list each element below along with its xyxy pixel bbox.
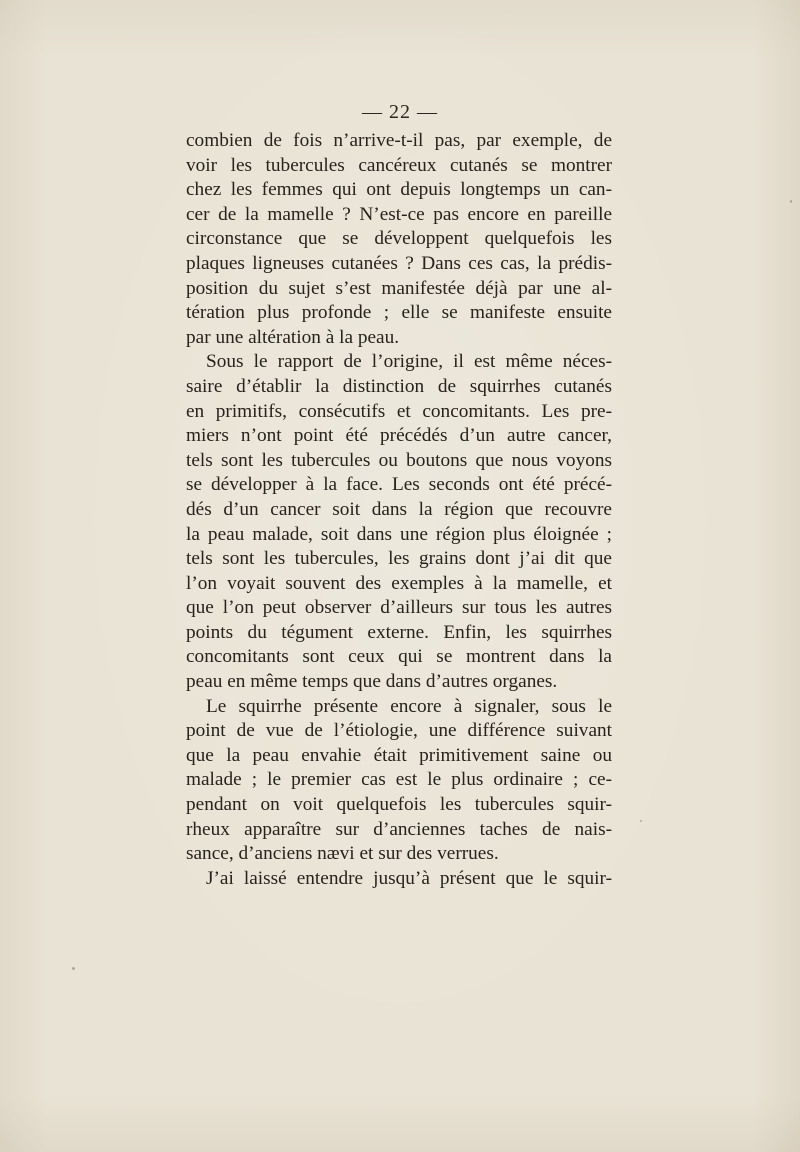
text-line: plaques ligneuses cutanées ? Dans ces cas, la prédis- (186, 252, 612, 274)
text-line: combien de fois n’arrive-t-il pas, par exemple, de (186, 130, 612, 151)
text-line: points du tégument externe. Enfin, les squirrhes (186, 621, 612, 643)
text-line: que la peau envahie était primitivement saine ou (186, 744, 612, 766)
text-line: en primitifs, consécutifs et concomitants. Les pre- (186, 400, 612, 422)
text-line: dés d’un cancer soit dans la région que recouvre (186, 498, 612, 520)
body-text (186, 129, 612, 891)
text-line: chez les femmes qui ont depuis longtemps un can- (186, 179, 612, 201)
paper-speck (72, 967, 75, 970)
page-number: — 22 — (362, 101, 438, 123)
text-line: tels sont les tubercules, les grains dont j’ai dit que (186, 548, 612, 570)
text-line: position du sujet s’est manifestée déjà par une al- (186, 277, 612, 299)
text-line: Le squirrhe présente encore à signaler, sous le (206, 695, 612, 717)
text-line: se développer à la face. Les seconds ont été précé- (186, 474, 612, 496)
text-line: pendant on voit quelquefois les tubercules squir- (186, 794, 612, 816)
text-line: J’ai laissé entendre jusqu’à présent que le squir- (206, 867, 612, 889)
paper-speck (790, 200, 792, 203)
text-line: que l’on peut observer d’ailleurs sur tous les autres (186, 597, 612, 619)
text-line: tels sont les tubercules ou boutons que nous voyons (186, 449, 612, 471)
text-line: l’on voyait souvent des exemples à la mamelle, et (186, 572, 612, 594)
text-line: tération plus profonde ; elle se manifeste ensuite (186, 302, 612, 324)
text-line: rheux apparaître sur d’anciennes taches de nais- (186, 818, 612, 840)
text-line: malade ; le premier cas est le plus ordinaire ; ce- (186, 769, 612, 791)
text-line: Sous le rapport de l’origine, il est même néces- (206, 351, 612, 373)
text-line: cer de la mamelle ? N’est-ce pas encore en pareille (186, 203, 612, 225)
text-line: saire d’établir la distinction de squirrhes cutanés (186, 375, 612, 397)
text-line: concomitants sont ceux qui se montrent dans la (186, 646, 612, 668)
text-line: voir les tubercules cancéreux cutanés se montrer (186, 154, 612, 176)
text-line: point de vue de l’étiologie, une différence suivant (186, 720, 612, 742)
text-line: miers n’ont point été précédés d’un autre cancer, (186, 425, 612, 447)
text-line: par une altération à la peau. (186, 326, 400, 348)
text-line: la peau malade, soit dans une région plus éloignée ; (186, 523, 612, 545)
text-line: peau en même temps que dans d’autres organes. (186, 671, 558, 693)
text-line: sance, d’anciens nævi et sur des verrues. (186, 843, 499, 865)
paper-speck (640, 820, 642, 822)
text-line: circonstance que se développent quelquefois les (186, 228, 612, 250)
